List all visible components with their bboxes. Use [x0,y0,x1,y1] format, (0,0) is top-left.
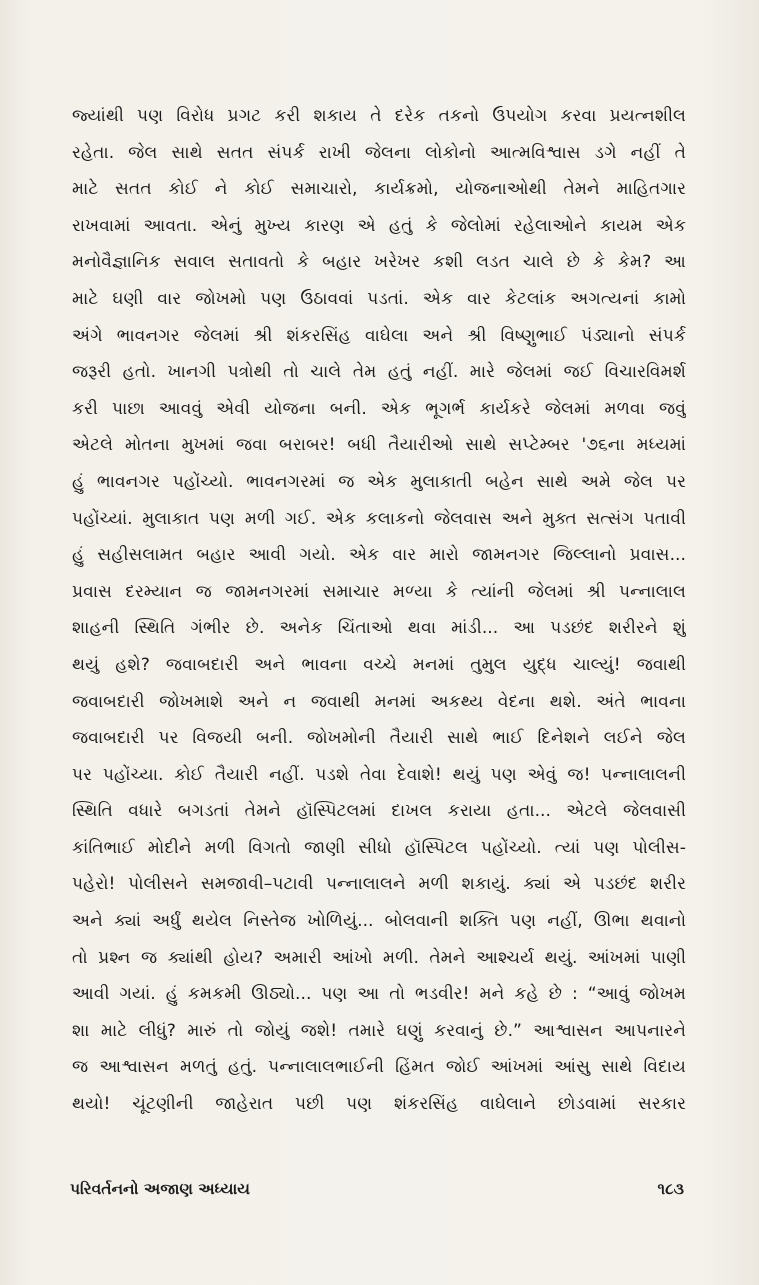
text-line: આવી ગયાં. હું કમકમી ઊઠ્યો... પણ આ તો ભડવીર! મને કહે છે : “આવું જોખમ [72,984,686,1005]
text-line: હું ભાવનગર પહોંચ્યો. ભાવનગરમાં જ એક મુલાકાતી બહેન સાથે અમે જેલ પર [72,471,686,492]
text-line: પહોંચ્યાં. મુલાકાત પણ મળી ગઈ. એક કલાકનો જેલવાસ અને મુક્ત સત્સંગ પતાવી [72,508,686,529]
text-line: જ આશ્વાસન મળતું હતું. પન્નાલાલભાઈની હિંમત જોઈ આંખમાં આંસુ સાથે વિદાય [72,1057,686,1078]
text-line: કાંતિભાઈ મોદીને મળી વિગતો જાણી સીધો હૉસ્પિટલ પહોંચ્યો. ત્યાં પણ પોલીસ- [72,837,686,858]
page-footer [70,1180,684,1210]
text-line: જરૂરી હતો. ખાનગી પત્રોથી તો ચાલે તેમ હતું નહીં. મારે જેલમાં જઈ વિચારવિમર્શ [72,362,686,383]
page-number: ૧૮૩ [657,1180,684,1198]
text-line: જવાબદારી જોખમાશે અને ન જવાથી મનમાં અકથ્ય વેદના થશે. અંતે ભાવના [72,691,686,712]
text-line: પ્રવાસ દરમ્યાન જ જામનગરમાં સમાચાર મળ્યા કે ત્યાંની જેલમાં શ્રી પન્નાલાલ [72,581,686,602]
text-line: રાખવામાં આવતા. એનું મુખ્ય કારણ એ હતું કે જેલોમાં રહેલાઓને કાયમ એક [72,215,686,236]
text-line: સ્થિતિ વધારે બગડતાં તેમને હૉસ્પિટલમાં દાખલ કરાયા હતા... એટલે જેલવાસી [72,801,686,822]
text-line: શા માટે લીધું? મારું તો જોયું જશે! તમારે ઘણું કરવાનું છે.” આશ્વાસન આપનારને [72,1020,686,1041]
text-line: હું સહીસલામત બહાર આવી ગયો. એક વાર મારો જામનગર જિલ્લાનો પ્રવાસ... [72,545,686,566]
text-line: જવાબદારી પર વિજયી બની. જોખમોની તૈયારી સાથે ભાઈ દિનેશને લઈને જેલ [72,728,686,749]
text-line: અંગે ભાવનગર જેલમાં શ્રી શંકરસિંહ વાઘેલા અને શ્રી વિષ્ણુભાઈ પંડ્યાનો સંપર્ક [72,325,686,346]
text-line: મનોવૈજ્ઞાનિક સવાલ સતાવતો કે બહાર ખરેખર કશી લડત ચાલે છે કે કેમ? આ [72,252,686,273]
text-line: માટે સતત કોઈ ને કોઈ સમાચારો, કાર્યક્રમો, યોજનાઓથી તેમને માહિતગાર [72,179,686,200]
text-line: કરી પાછા આવવું એવી યોજના બની. એક ભૂગર્ભ કાર્યકરે જેલમાં મળવા જવું [72,398,686,419]
text-line: પર પહોંચ્યા. કોઈ તૈયારી નહીં. પડશે તેવા દેવાશે! થયું પણ એવું જ! પન્નાલાલની [72,764,686,785]
body-paragraph [72,98,686,1123]
text-line: અને ક્યાં અર્ધું થયેલ નિસ્તેજ ખોળિયું... બોલવાની શક્તિ પણ નહીં, ઊભા થવાનો [72,911,686,932]
text-line: તો પ્રશ્ન જ ક્યાંથી હોય? અમારી આંખો મળી. તેમને આશ્ચર્ય થયું. આંખમાં પાણી [72,947,686,968]
running-book-title: પરિવર્તનનો અજાણ અધ્યાય [70,1180,250,1198]
text-line: માટે ઘણી વાર જોખમો પણ ઉઠાવવાં પડતાં. એક વાર કેટલાંક અગત્યનાં કામો [72,288,686,309]
text-line: પહેરો! પોલીસને સમજાવી–પટાવી પન્નાલાલને મળી શકાયું. ક્યાં એ પડછંદ શરીર [72,874,686,895]
text-line: શાહની સ્થિતિ ગંભીર છે. અનેક ચિંતાઓ થવા માંડી... આ પડછંદ શરીરને શું [72,618,686,639]
text-line: થયો! ચૂંટણીની જાહેરાત પછી પણ શંકરસિંહ વાઘેલાને છોડવામાં સરકાર [72,1094,686,1115]
text-line: થયું હશે? જવાબદારી અને ભાવના વચ્ચે મનમાં તુમુલ યુદ્ધ ચાલ્યું! જવાથી [72,654,686,675]
text-line: જ્યાંથી પણ વિરોધ પ્રગટ કરી શકાય તે દરેક તકનો ઉપયોગ કરવા પ્રયત્નશીલ [72,106,686,126]
text-line: રહેતા. જેલ સાથે સતત સંપર્ક રાખી જેલના લોકોનો આત્મવિશ્વાસ ડગે નહીં તે [72,142,686,163]
text-line: એટલે મોતના મુખમાં જવા બરાબર! બધી તૈયારીઓ સાથે સપ્ટેમ્બર '૭૬ના મધ્યમાં [72,435,686,456]
